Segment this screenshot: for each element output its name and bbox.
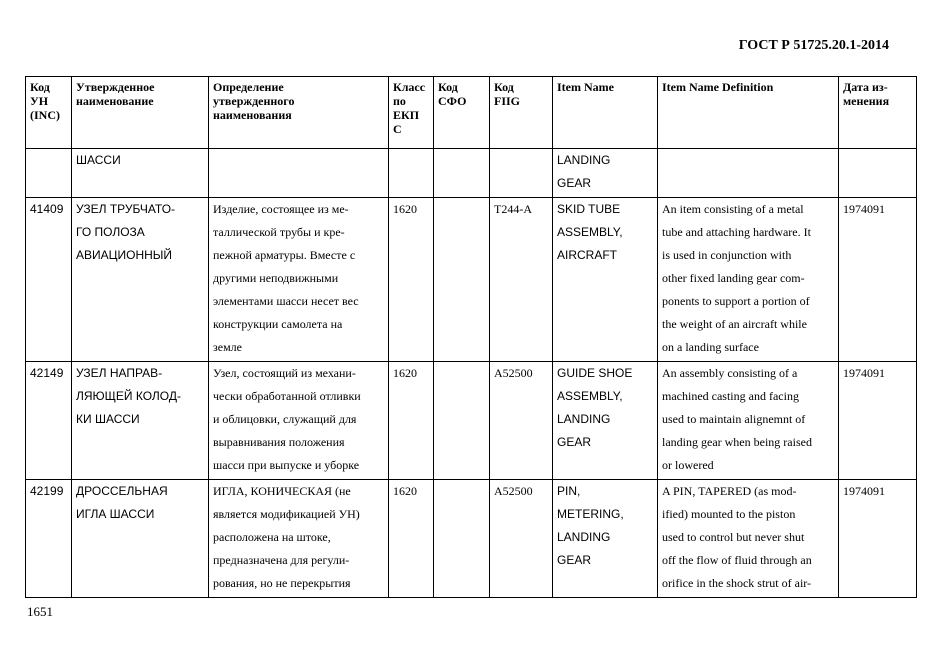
col-header-definition: Определение утвержденного наименования [209,77,389,149]
col-header-approved-name: Утвержденное наименование [72,77,209,149]
cell-fiig: A52500 [490,362,553,480]
cell-code: 41409 [26,198,72,362]
cell-item-definition: An assembly consisting of a machined casting and facing used to maintain alignemnt of landing gear when being raised or lowered [658,362,839,480]
cell-definition [209,149,389,198]
table-row [26,362,917,480]
cell-date: 1974091 [839,362,917,480]
cell-item-name: SKID TUBE ASSEMBLY, AIRCRAFT [553,198,658,362]
col-header-item-name: Item Name [553,77,658,149]
cell-item-name: PIN, METERING, LANDING GEAR [553,480,658,598]
cell-definition: ИГЛА, КОНИЧЕСКАЯ (не является модификацией УН) расположена на штоке, предназначена для регули- рования, но не перекрытия [209,480,389,598]
cell-item-definition: An item consisting of a metal tube and attaching hardware. It is used in conjunction with other fixed landing gear com- ponents to support a portion of the weight of an aircraft while on a landing surface [658,198,839,362]
cell-definition: Изделие, состоящее из ме- таллической трубы и кре- пежной арматуры. Вместе с другими неподвижными элементами шасси несет вес конструкции самолета на земле [209,198,389,362]
cell-class: 1620 [389,198,434,362]
table-header-row [26,77,917,149]
cell-class: 1620 [389,362,434,480]
cell-code: 42149 [26,362,72,480]
cell-name: ШАССИ [72,149,209,198]
col-header-fiig: Код FIIG [490,77,553,149]
cell-date: 1974091 [839,198,917,362]
cell-date [839,149,917,198]
cell-item-name: LANDING GEAR [553,149,658,198]
table-row [26,149,917,198]
cell-fiig [490,149,553,198]
cell-code: 42199 [26,480,72,598]
page-number: 1651 [27,604,53,619]
standard-header: ГОСТ Р 51725.20.1-2014 [738,38,889,53]
cell-definition: Узел, состоящий из механи- чески обработанной отливки и облицовки, служащий для выравнивания положения шасси при выпуске и уборке [209,362,389,480]
col-header-sfo: Код СФО [434,77,490,149]
col-header-item-definition: Item Name Definition [658,77,839,149]
cell-sfo [434,149,490,198]
cell-item-name: GUIDE SHOE ASSEMBLY, LANDING GEAR [553,362,658,480]
table-row [26,198,917,362]
cell-sfo [434,198,490,362]
cell-date: 1974091 [839,480,917,598]
cell-class [389,149,434,198]
col-header-date: Дата из- менения [839,77,917,149]
catalog-table [25,76,917,598]
cell-name: УЗЕЛ НАПРАВ- ЛЯЮЩЕЙ КОЛОД- КИ ШАССИ [72,362,209,480]
col-header-class: Класс по ЕКП С [389,77,434,149]
cell-item-definition [658,149,839,198]
cell-sfo [434,480,490,598]
cell-name: ДРОССЕЛЬНАЯ ИГЛА ШАССИ [72,480,209,598]
cell-class: 1620 [389,480,434,598]
cell-code [26,149,72,198]
cell-fiig: T244-A [490,198,553,362]
cell-item-definition: A PIN, TAPERED (as mod- ified) mounted to the piston used to control but never shut off the flow of fluid through an orifice in the shock strut of air- [658,480,839,598]
col-header-inc: Код УН (INC) [26,77,72,149]
cell-sfo [434,362,490,480]
cell-fiig: A52500 [490,480,553,598]
table-row [26,480,917,598]
cell-name: УЗЕЛ ТРУБЧАТО- ГО ПОЛОЗА АВИАЦИОННЫЙ [72,198,209,362]
